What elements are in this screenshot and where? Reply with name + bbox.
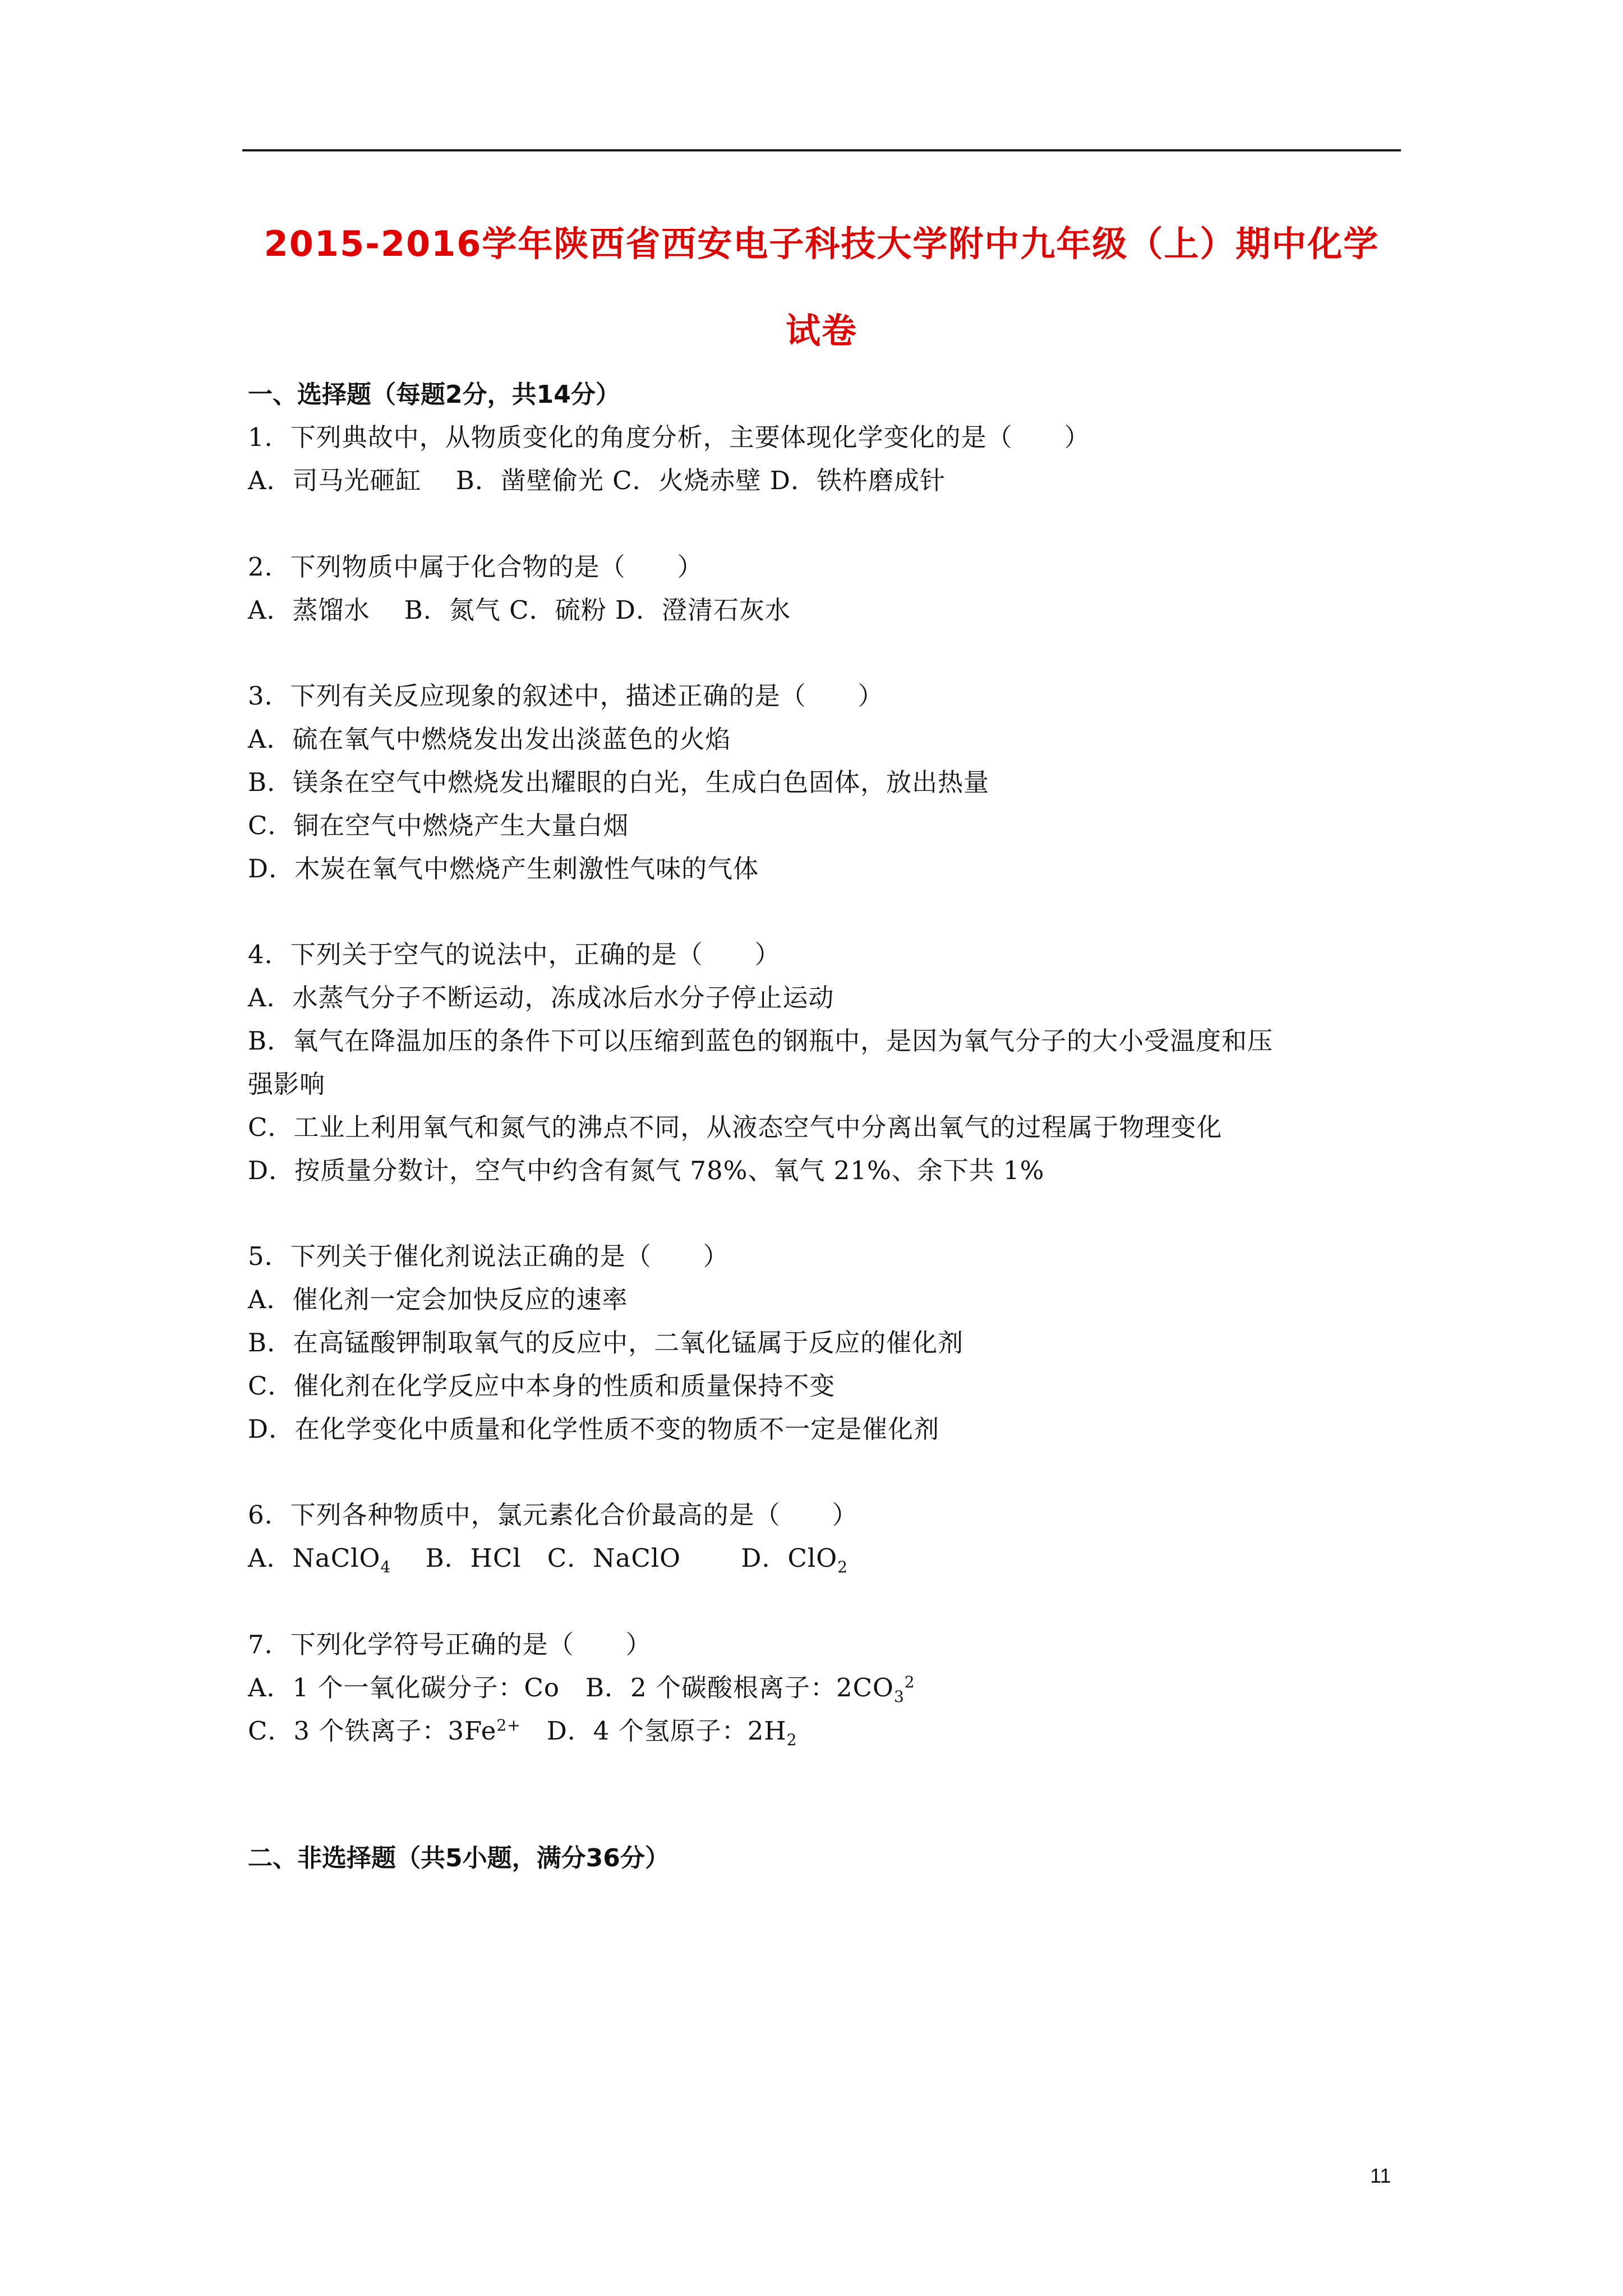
question-4-option-b: B．氧气在降温加压的条件下可以压缩到蓝色的钢瓶中，是因为氧气分子的大小受温度和压 <box>248 1026 1274 1056</box>
page-title: 2015-2016学年陕西省西安电子科技大学附中九年级（上）期中化学 <box>264 223 1380 264</box>
question-5-option-a: A．催化剂一定会加快反应的速率 <box>248 1285 628 1314</box>
question-6-stem: 6．下列各种物质中，氯元素化合价最高的是（ ） <box>248 1500 858 1530</box>
question-7-option-c: C．3 个铁离子：$3Fe^{2+}$ <box>248 1716 521 1746</box>
question-3-stem: 3．下列有关反应现象的叙述中，描述正确的是（ ） <box>248 681 884 711</box>
question-6-options <box>248 1538 848 1574</box>
question-6-option-c: C．NaClO <box>547 1543 681 1573</box>
question-3-option-b: B．镁条在空气中燃烧发出耀眼的白光，生成白色固体，放出热量 <box>248 767 990 797</box>
question-7-option-b: B．2 个碳酸根离子：$2CO_3^2$ <box>585 1673 915 1706</box>
question-2-options: A．蒸馏水 B．氮气 C．硫粉 D．澄清石灰水 <box>248 595 791 625</box>
question-2-stem: 2．下列物质中属于化合物的是（ ） <box>248 552 703 582</box>
question-5-option-d: D．在化学变化中质量和化学性质不变的物质不一定是催化剂 <box>248 1414 940 1444</box>
question-4-option-c: C．工业上利用氧气和氮气的沸点不同，从液态空气中分离出氧气的过程属于物理变化 <box>248 1112 1223 1142</box>
question-4-option-b-continued: 强影响 <box>248 1069 326 1099</box>
question-7-options-ab <box>248 1667 915 1704</box>
question-7-options-cd <box>248 1710 797 1747</box>
question-6-option-a: A．NaClO$_4$ <box>248 1543 391 1576</box>
question-4-stem: 4．下列关于空气的说法中，正确的是（ ） <box>248 940 781 969</box>
question-7-stem: 7．下列化学符号正确的是（ ） <box>248 1630 652 1659</box>
question-5-option-b: B．在高锰酸钾制取氧气的反应中，二氧化锰属于反应的催化剂 <box>248 1328 964 1358</box>
question-3-option-d: D．木炭在氧气中燃烧产生刺激性气味的气体 <box>248 854 759 884</box>
page-title-continued: 试卷 <box>785 310 857 351</box>
question-1-options: A．司马光砸缸 B．凿壁偷光 C．火烧赤壁 D．铁杵磨成针 <box>248 466 946 495</box>
question-6-option-d: D．ClO$_2$ <box>741 1543 849 1576</box>
question-3-option-a: A．硫在氧气中燃烧发出发出淡蓝色的火焰 <box>248 724 731 754</box>
question-4-option-d: D．按质量分数计，空气中约含有氮气 78%、氧气 21%、余下共 1% <box>248 1156 1045 1185</box>
question-3-option-c: C．铜在空气中燃烧产生大量白烟 <box>248 811 629 840</box>
header-rule <box>242 149 1401 151</box>
question-5-option-c: C．催化剂在化学反应中本身的性质和质量保持不变 <box>248 1371 836 1401</box>
section-heading-non-choice: 二、非选择题（共5小题，满分36分） <box>248 1844 670 1872</box>
question-5-stem: 5．下列关于催化剂说法正确的是（ ） <box>248 1241 729 1271</box>
question-7-option-d: D．4 个氢原子：$2H_2$ <box>546 1716 797 1749</box>
question-6-option-b: B．HCl <box>425 1543 522 1573</box>
page-number: 11 <box>1370 2164 1391 2187</box>
section-heading-choice: 一、选择题（每题2分，共14分） <box>248 380 620 409</box>
question-7-option-a: A．1 个一氧化碳分子：Co <box>248 1673 560 1703</box>
question-4-option-a: A．水蒸气分子不断运动，冻成冰后水分子停止运动 <box>248 983 834 1013</box>
question-1-stem: 1．下列典故中，从物质变化的角度分析，主要体现化学变化的是（ ） <box>248 422 1090 452</box>
